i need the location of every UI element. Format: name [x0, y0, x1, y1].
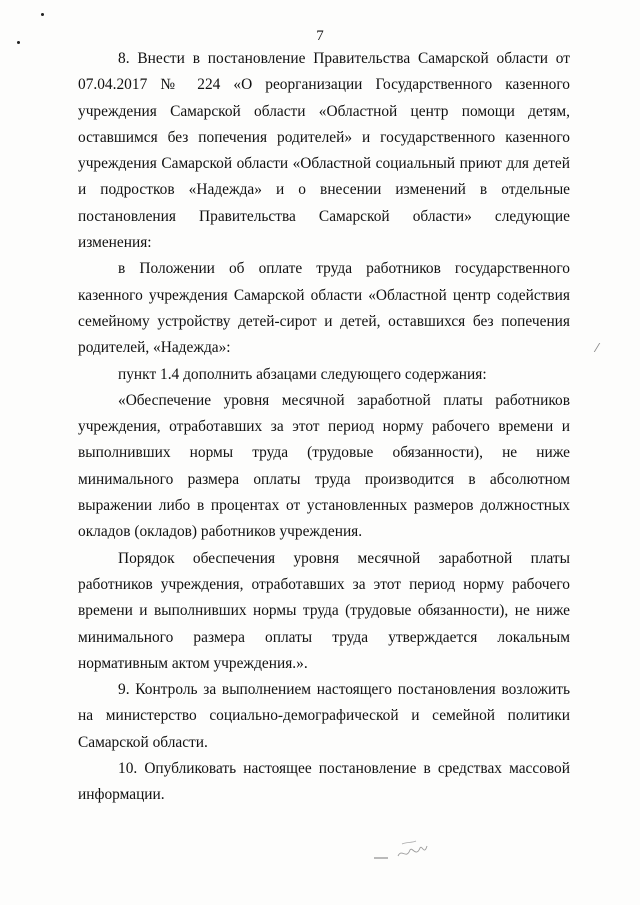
- handwritten-mark: [372, 836, 442, 866]
- page-number: 7: [316, 28, 324, 44]
- paragraph-quote-2: Порядок обеспечения уровня месячной заработной платы работников учреждения, отработавших за этот период норму рабочего времени и выполнивших нормы труда (трудовые обязанности), не ниже минимального размера оплаты труда утверждается локальным нормативным актом учреждения.».: [78, 549, 570, 672]
- paragraph-point-1-4: пункт 1.4 дополнить абзацами следующего содержания:: [118, 365, 487, 383]
- paragraph-9: 9. Контроль за выполнением настоящего постановления возложить на министерство социально-демографической и семейной политики Самарской области.: [78, 681, 570, 751]
- pen-mark: ⁄: [596, 341, 599, 355]
- paragraph-quote-1: «Обеспечение уровня месячной заработной платы работников учреждения, отработавших за этот период норму рабочего времени и выполнивших нормы труда (трудовые обязанности), не ниже минимального размера оплаты труда производится в абсолютном выражении либо в процентах от установленных размеров должностных окладов (окладов) работников учреждения.: [78, 391, 570, 541]
- paragraph-10: 10. Опубликовать настоящее постановление в средствах массовой информации.: [78, 760, 570, 804]
- document-body: [78, 46, 570, 809]
- paragraph-8: 8. Внести в постановление Правительства Самарской области от 07.04.2017 № 224 «О реорганизации Государственного казенного учреждения Самарской области «Областной центр помощи детям, оставшимся без попечения родителей» и государственного казенного учреждения Самарской области «Областной социальный приют для детей и подростков «Надежда» и о внесении изменений в отдельные постановления Правительства Самарской области» следующие изменения:: [78, 50, 570, 252]
- scan-speck: [41, 13, 44, 16]
- paragraph-amendment-intro: в Положении об оплате труда работников государственного казенного учреждения Самарской области «Областной центр содействия семейному устройству детей-сирот и детей, оставшихся без попечения родителей, «Надежда»:: [78, 260, 570, 357]
